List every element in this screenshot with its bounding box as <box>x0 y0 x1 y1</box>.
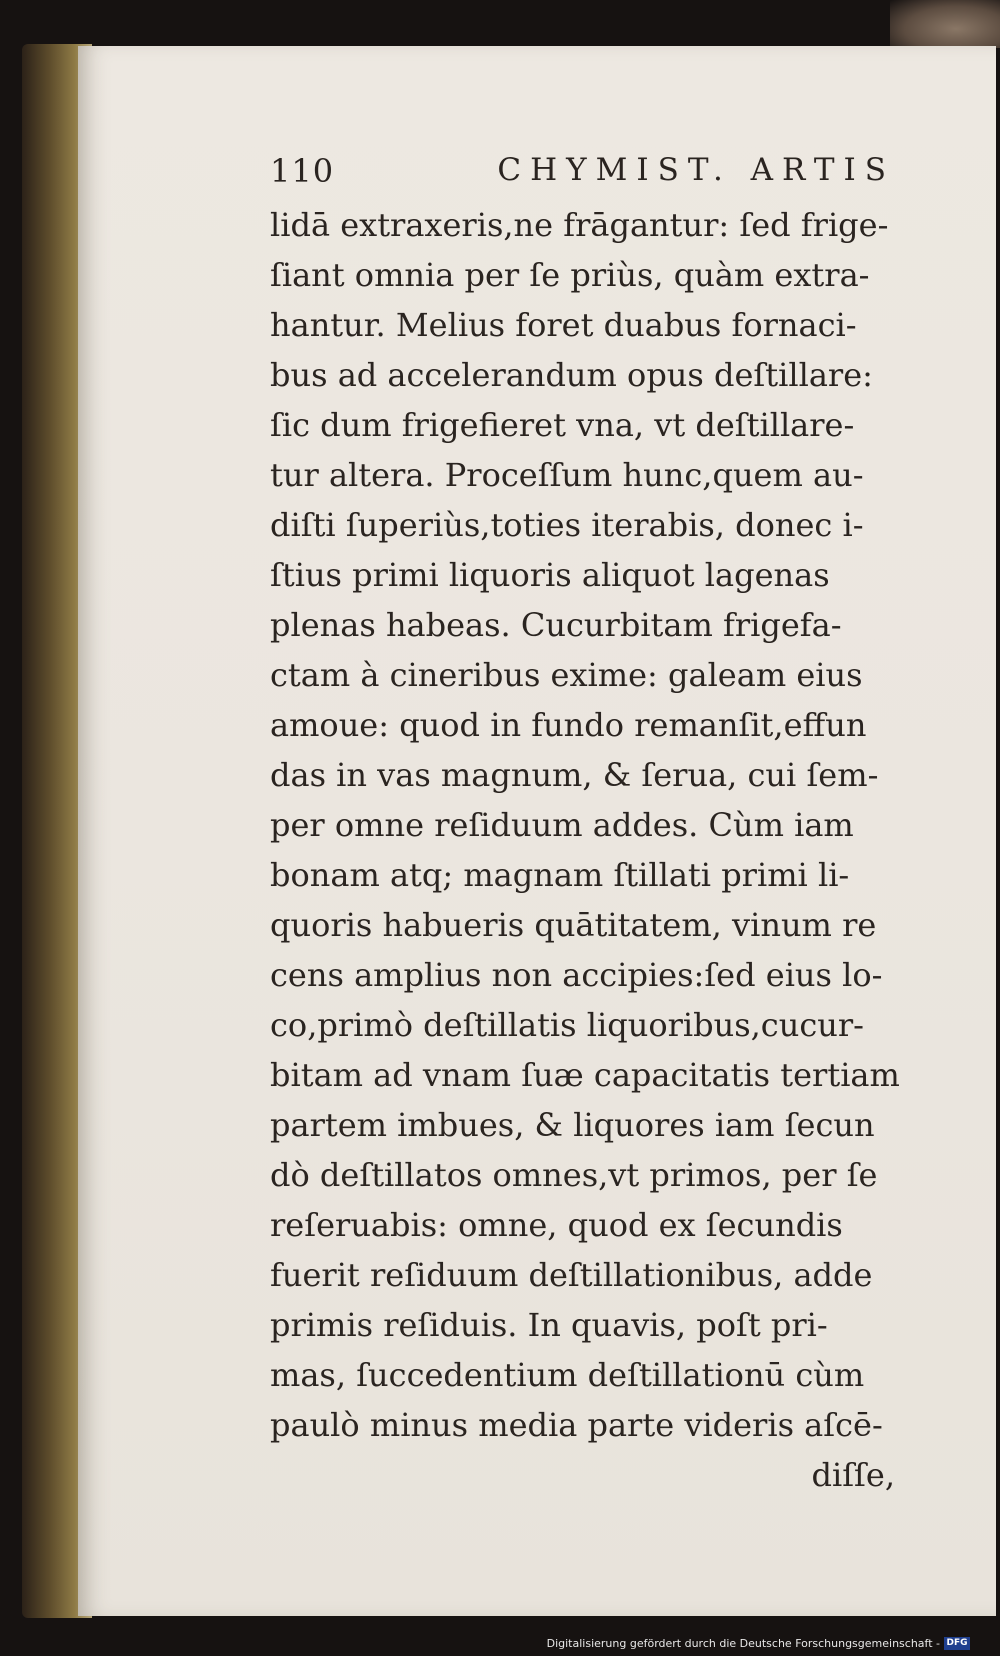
body-text <box>270 200 970 1500</box>
text-line: per omne reſiduum addes. Cùm iam <box>270 806 854 844</box>
digitization-credit <box>547 1633 970 1653</box>
credit-text: Digitalisierung gefördert durch die Deutsche Forschungsgemeinschaft - <box>546 1636 940 1650</box>
text-line: cens amplius non accipies:ſed eius lo- <box>270 956 883 994</box>
text-line: lidā extraxeris,ne frāgantur: ſed frige- <box>270 206 889 244</box>
running-title: CHYMIST. ARTIS <box>497 152 895 188</box>
text-line: ſiant omnia per ſe priùs, quàm extra- <box>270 256 870 294</box>
text-line: dò deſtillatos omnes,vt primos, per ſe <box>270 1156 878 1194</box>
catchword: diſſe, <box>811 1456 895 1494</box>
text-line: primis reſiduis. In quavis, poſt pri- <box>270 1306 828 1344</box>
text-line: ſtius primi liquoris aliquot lagenas <box>270 556 830 594</box>
text-line: tur altera. Proceſſum hunc,quem au- <box>270 456 864 494</box>
text-line: diſti ſuperiùs,toties iterabis, donec i- <box>270 506 864 544</box>
running-head <box>270 152 895 192</box>
facing-page-corner <box>890 0 1000 48</box>
text-line: hantur. Melius foret duabus fornaci- <box>270 306 857 344</box>
text-line: partem imbues, & liquores iam ſecun <box>270 1106 875 1144</box>
text-line: bus ad accelerandum opus deſtillare: <box>270 356 873 394</box>
text-line: ctam à cineribus exime: galeam eius <box>270 656 863 694</box>
text-line: fuerit reſiduum deſtillationibus, adde <box>270 1256 873 1294</box>
text-line: bonam atq; magnam ſtillati primi li- <box>270 856 850 894</box>
text-line: mas, ſuccedentium deſtillationū cùm <box>270 1356 865 1394</box>
dfg-logo: DFG <box>944 1637 970 1650</box>
page-number: 110 <box>270 152 335 190</box>
text-line: reſeruabis: omne, quod ex ſecundis <box>270 1206 843 1244</box>
text-line: amoue: quod in fundo remanſit,effun <box>270 706 867 744</box>
text-line: bitam ad vnam ſuæ capacitatis tertiam <box>270 1056 900 1094</box>
text-line: paulò minus media parte videris aſcē- <box>270 1406 883 1444</box>
text-line: co,primò deſtillatis liquoribus,cucur- <box>270 1006 864 1044</box>
text-line: quoris habueris quātitatem, vinum re <box>270 906 877 944</box>
text-line: ſic dum frigefieret vna, vt deſtillare- <box>270 406 855 444</box>
text-line: das in vas magnum, & ſerua, cui ſem- <box>270 756 879 794</box>
text-line: plenas habeas. Cucurbitam frigefa- <box>270 606 842 644</box>
